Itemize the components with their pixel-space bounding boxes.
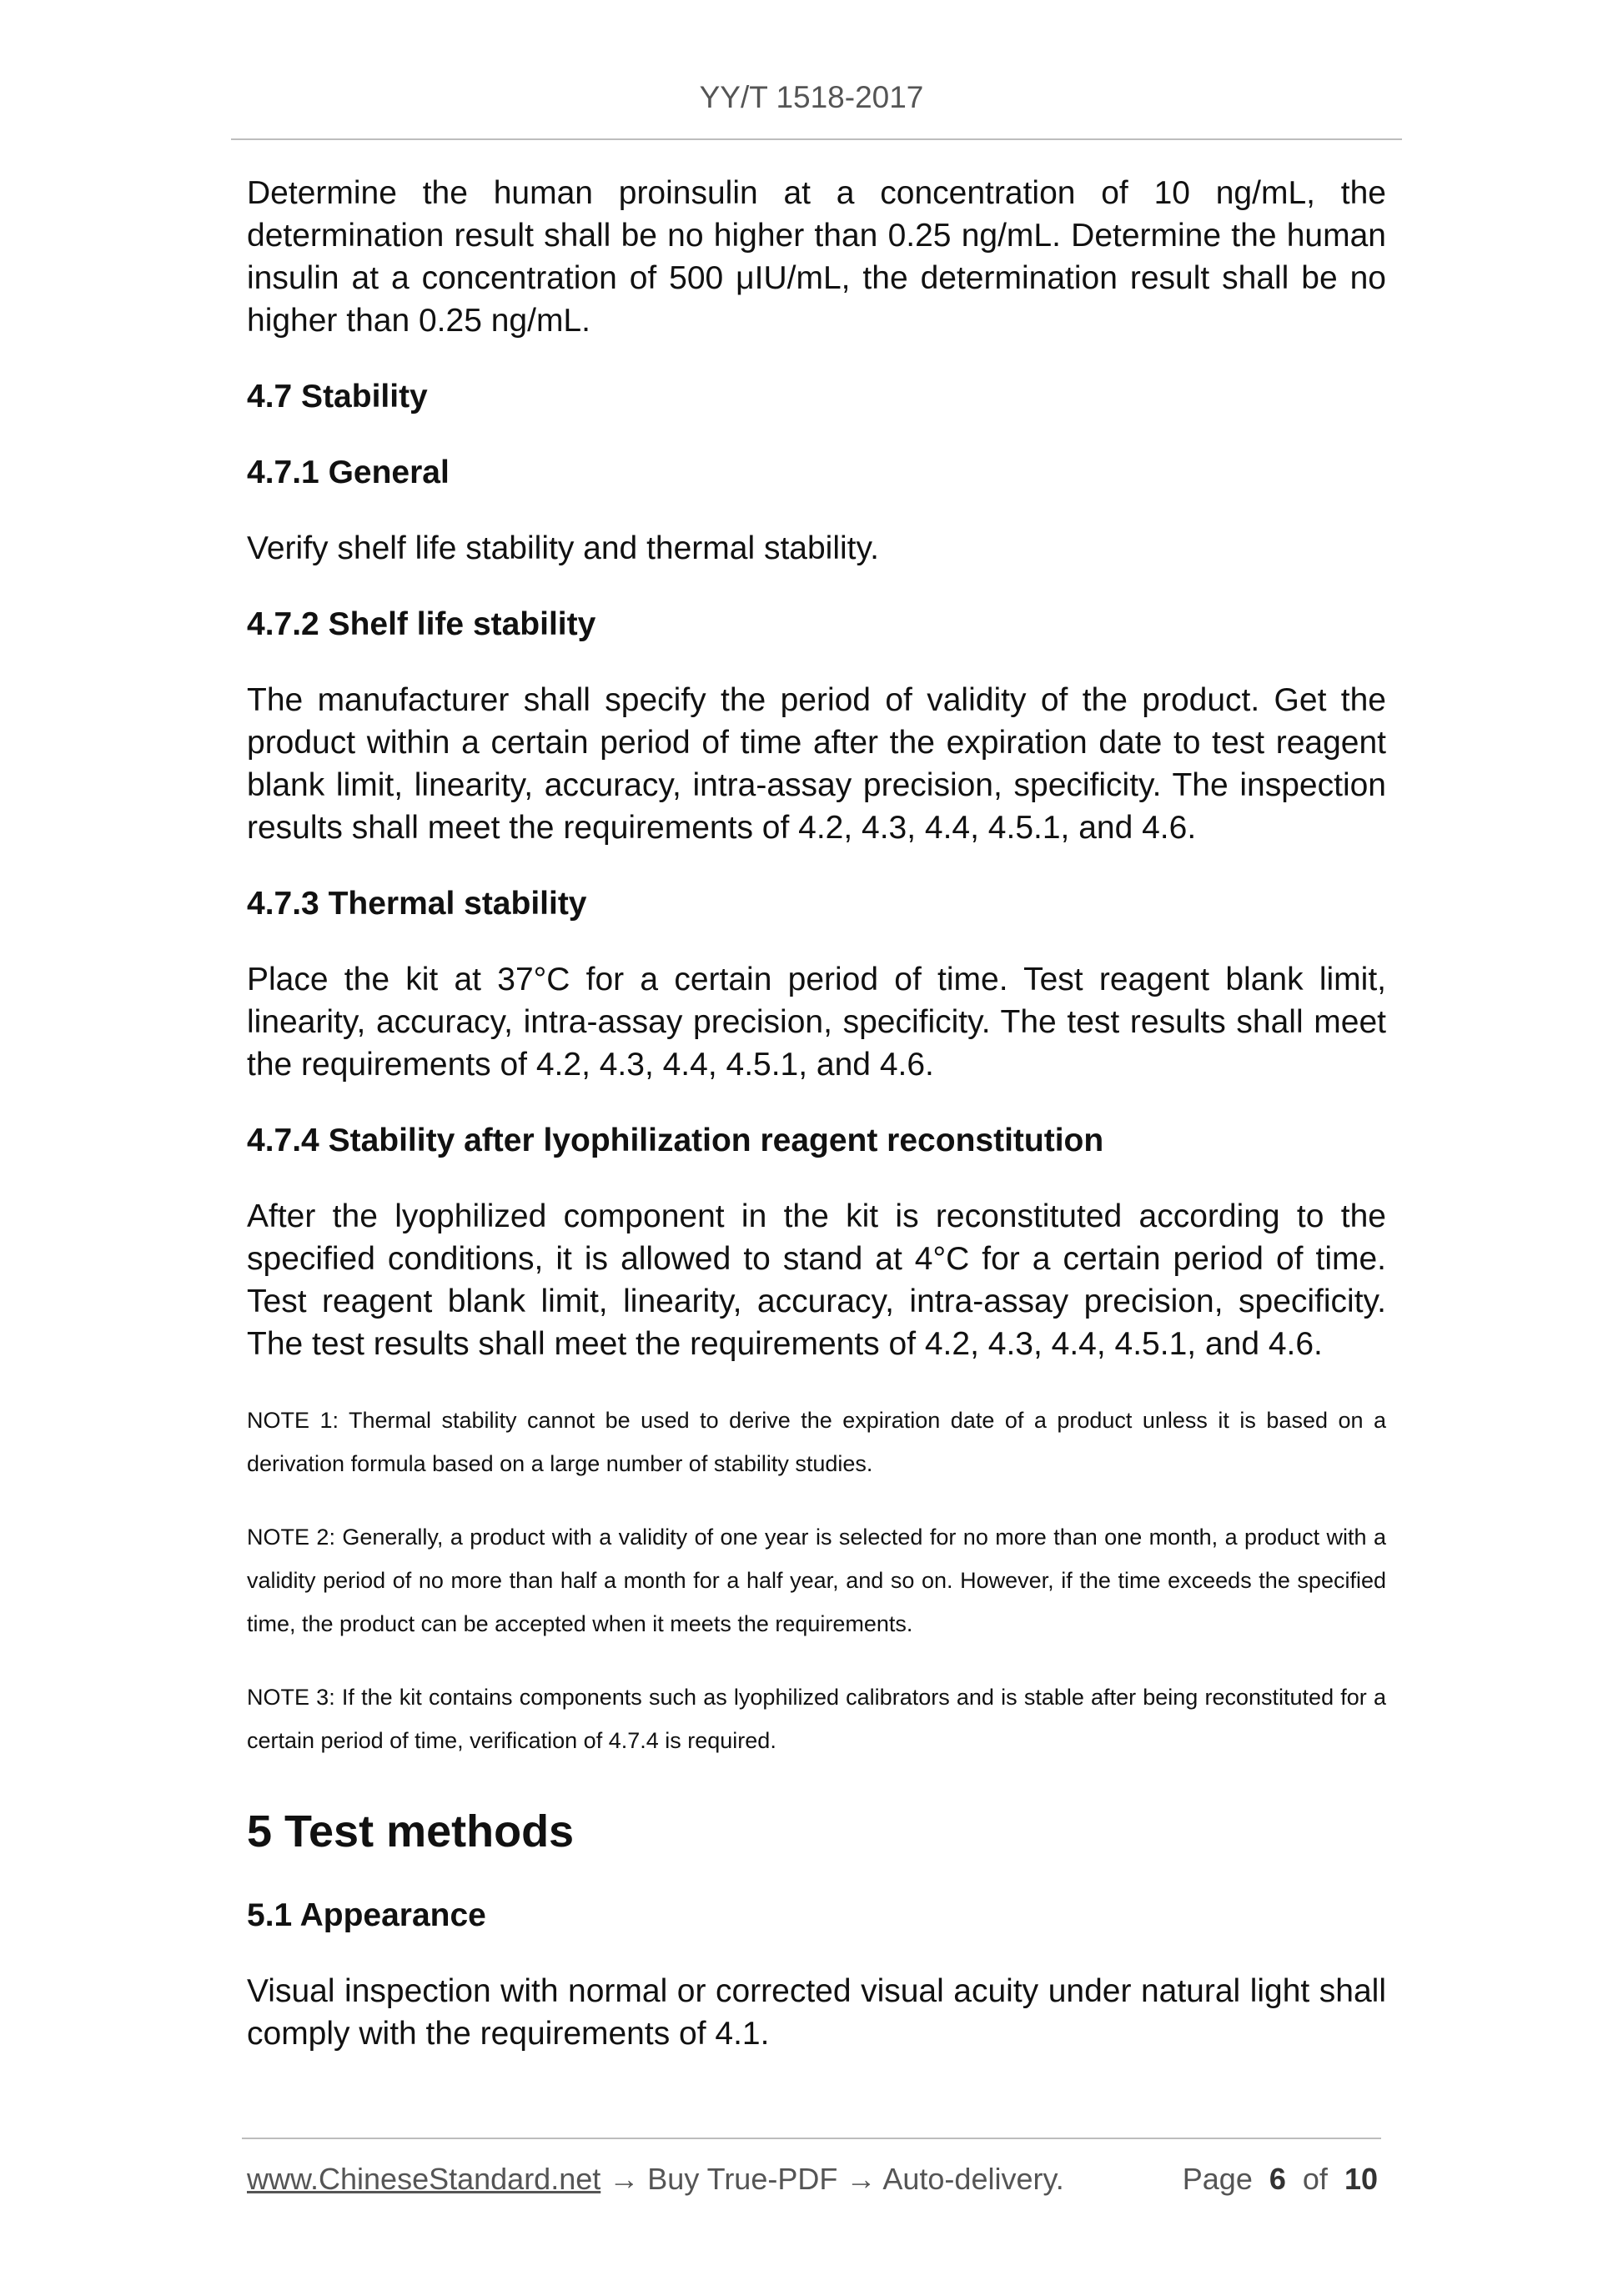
page-indicator [1183, 2162, 1378, 2197]
section-heading: 4.7.4 Stability after lyophilization reagent reconstitution [247, 1123, 1104, 1158]
section-heading: 5.1 Appearance [247, 1897, 486, 1933]
section-heading: 4.7.2 Shelf life stability [247, 606, 596, 642]
section-heading: 4.7 Stability [247, 379, 428, 414]
note-paragraph: NOTE 2: Generally, a product with a validity of one year is selected for no more than one month, a product with a validity period of no more than half a month for a half year, and so on. However, if the time exceeds the specified time, the product can be accepted when it meets the requirements. [247, 1525, 1386, 1636]
arrow-right-icon: → [846, 2162, 877, 2196]
footer-divider [242, 2138, 1381, 2139]
of-label: of [1302, 2162, 1328, 2196]
page-total: 10 [1344, 2162, 1378, 2196]
arrow-right-icon: → [609, 2162, 640, 2196]
section-heading: 4.7.1 General [247, 455, 450, 490]
delivery-text: Auto-delivery. [882, 2162, 1064, 2196]
paragraph: Determine the human proinsulin at a concentration of 10 ng/mL, the determination result shall be no higher than 0.25 ng/mL. Determine the human insulin at a concentration of 500 μIU/mL, the determination result shall be no higher than 0.25 ng/mL. [247, 175, 1386, 339]
website-link[interactable]: www.ChineseStandard.net [247, 2162, 601, 2196]
section-heading: 4.7.3 Thermal stability [247, 886, 587, 922]
header-divider [231, 138, 1402, 140]
note-paragraph: NOTE 1: Thermal stability cannot be used to derive the expiration date of a product unless it is based on a derivation formula based on a large number of stability studies. [247, 1408, 1386, 1476]
note-paragraph: NOTE 3: If the kit contains components such as lyophilized calibrators and is stable after being reconstituted for a certain period of time, verification of 4.7.4 is required. [247, 1685, 1386, 1753]
document-body [247, 172, 1386, 2088]
paragraph: Visual inspection with normal or corrected visual acuity under natural light shall comply with the requirements of 4.1. [247, 1973, 1386, 2052]
paragraph: The manufacturer shall specify the period of validity of the product. Get the product within a certain period of time after the expiration date to test reagent blank limit, linearity, accuracy, intra-assay precision, specificity. The inspection results shall meet the requirements of 4.2, 4.3, 4.4, 4.5.1, and 4.6. [247, 682, 1386, 846]
paragraph: After the lyophilized component in the kit is reconstituted according to the specified conditions, it is allowed to stand at 4°C for a certain period of time. Test reagent blank limit, linearity, accuracy, intra-assay precision, specificity. The test results shall meet the requirements of 4.2, 4.3, 4.4, 4.5.1, and 4.6. [247, 1198, 1386, 1362]
buy-text: Buy True-PDF [647, 2162, 838, 2196]
page-number: 6 [1269, 2162, 1286, 2196]
page-label: Page [1182, 2162, 1253, 2196]
chapter-heading: 5 Test methods [247, 1806, 575, 1856]
paragraph: Verify shelf life stability and thermal stability. [247, 530, 879, 566]
page-header-title: YY/T 1518-2017 [699, 80, 924, 114]
page-footer [247, 2162, 1378, 2197]
paragraph: Place the kit at 37°C for a certain period of time. Test reagent blank limit, linearity, accuracy, intra-assay precision, specificity. The test results shall meet the requirements of 4.2, 4.3, 4.4, 4.5.1, and 4.6. [247, 962, 1386, 1083]
